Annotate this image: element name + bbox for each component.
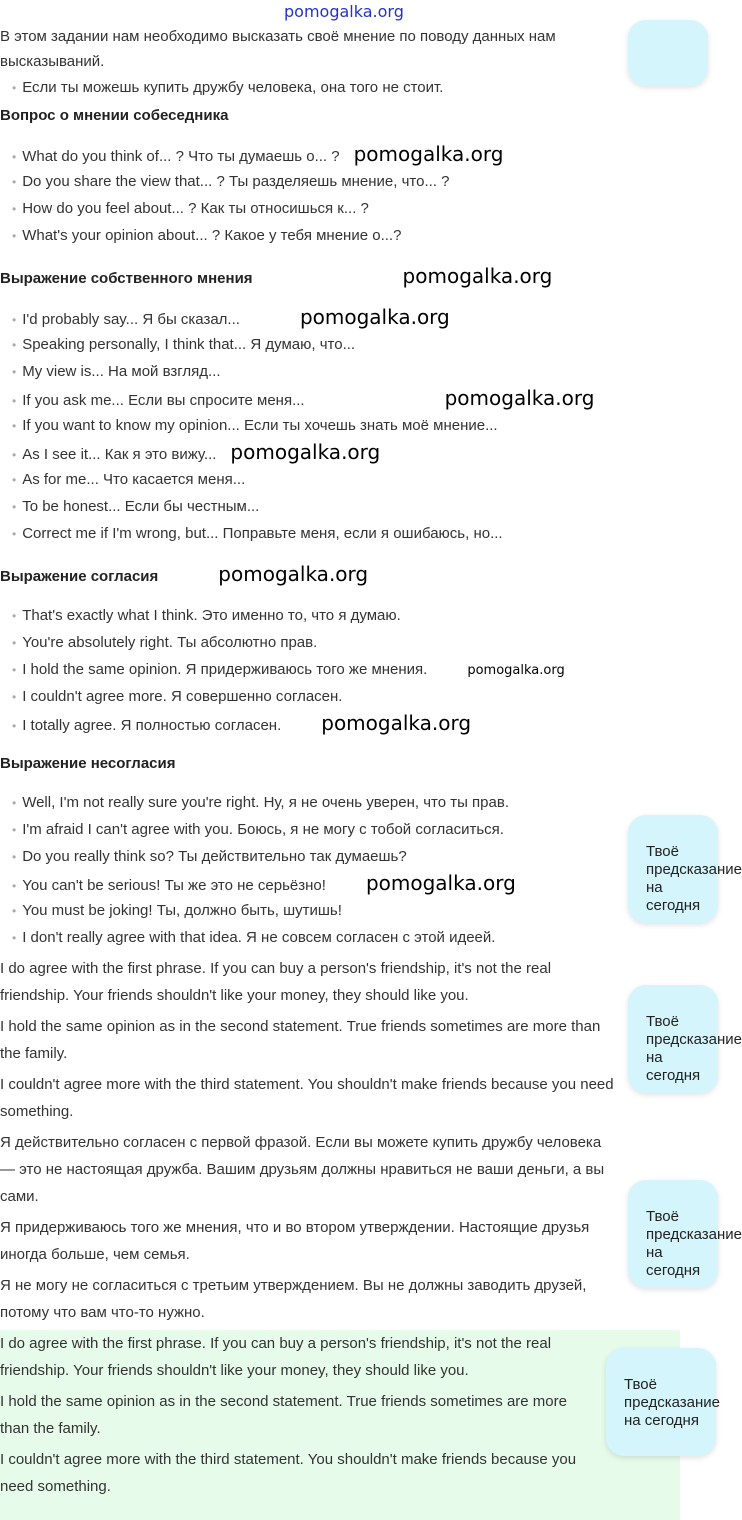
- section-heading: Выражение собственного мнения: [0, 270, 253, 287]
- watermark: pomogalka.org: [353, 142, 504, 166]
- list-item-text: You must be joking! Ты, должно быть, шутишь!: [22, 902, 342, 919]
- list-item: [0, 656, 680, 683]
- list-item-text: You can't be serious! Ты же это не серьёзно!: [22, 877, 326, 894]
- list-item: [0, 816, 680, 843]
- list-item-text: Correct me if I'm wrong, but... Поправьте меня, если я ошибаюсь, но...: [22, 525, 503, 542]
- watermark: pomogalka.org: [299, 305, 450, 329]
- bullet-icon: •: [12, 527, 17, 541]
- list-item: [0, 222, 680, 249]
- list-item: [0, 683, 680, 710]
- bullet-icon: •: [12, 500, 17, 514]
- list-item-text: As I see it... Как я это вижу...: [22, 446, 217, 463]
- list-item: [0, 439, 680, 466]
- list-item: [0, 168, 680, 195]
- bubble-text: Твоё предсказание на сегодня: [646, 843, 742, 914]
- section-heading: Выражение несогласия: [0, 755, 176, 772]
- list-item-text: As for me... Что касается меня...: [22, 471, 246, 488]
- list-item-text: Speaking personally, I think that... Я думаю, что...: [22, 336, 356, 353]
- list-item-text: My view is... На мой взгляд...: [22, 363, 221, 380]
- list-item: [0, 385, 680, 412]
- list-item: [0, 789, 680, 816]
- list-item-text: I don't really agree with that idea. Я не совсем согласен с этой идеей.: [22, 929, 496, 946]
- list-item-text: I couldn't agree more. Я совершенно согласен.: [22, 688, 343, 705]
- bubble-text: Твоё предсказание на сегодня: [646, 1013, 742, 1084]
- list-item: [0, 304, 680, 331]
- watermark: pomogalka.org: [321, 711, 472, 735]
- list-item: [0, 195, 680, 222]
- list-item-text: Well, I'm not really sure you're right. Ну, я не очень уверен, что ты прав.: [22, 794, 509, 811]
- bullet-icon: •: [12, 81, 17, 95]
- bullet-icon: •: [12, 202, 17, 216]
- bubble-text: Твоё предсказание на сегодня: [624, 1376, 721, 1429]
- bullet-icon: •: [12, 931, 17, 945]
- list-item: [0, 710, 680, 737]
- list-item: [0, 493, 680, 520]
- list-item-text: I hold the same opinion. Я придерживаюсь того же мнения.: [22, 661, 428, 678]
- bullet-icon: •: [12, 879, 17, 893]
- bullet-icon: •: [12, 313, 17, 327]
- bullet-icon: •: [12, 690, 17, 704]
- list-item-text: To be honest... Если бы честным...: [22, 498, 260, 515]
- bullet-icon: •: [12, 365, 17, 379]
- list-item: [0, 843, 680, 870]
- list-item-text: Do you really think so? Ты действительно так думаешь?: [22, 848, 407, 865]
- watermark: pomogalka.org: [444, 386, 595, 410]
- answer-en-1: I do agree with the first phrase. If you can buy a person's friendship, it's not the real friendship. Your friends shouldn't like your money, they should like you.: [0, 960, 552, 1004]
- watermark: pomogalka.org: [218, 562, 369, 586]
- list-item: [0, 897, 680, 924]
- answer-en-3: I couldn't agree more with the third statement. You shouldn't make friends because you need something.: [0, 1076, 614, 1120]
- answer-ru-1: Я действительно согласен с первой фразой. Если вы можете купить дружбу человека — это не настоящая дружба. Вашим друзьям должны нравиться не ваши деньги, а вы сами.: [0, 1134, 605, 1205]
- list-item-text: I'm afraid I can't agree with you. Боюсь, я не могу с тобой согласиться.: [22, 821, 504, 838]
- list-item: [0, 141, 680, 168]
- list-item-text: You're absolutely right. Ты абсолютно прав.: [22, 634, 318, 651]
- list-item: [0, 629, 680, 656]
- list-item: [0, 602, 680, 629]
- list-item-text: What do you think of... ? Что ты думаешь о... ?: [22, 148, 340, 165]
- highlighted-answer-block: [0, 1330, 680, 1520]
- prediction-bubble[interactable]: [628, 985, 742, 1093]
- bullet-icon: •: [12, 796, 17, 810]
- list-item: [0, 412, 680, 439]
- bullet-icon: •: [12, 850, 17, 864]
- bullet-icon: •: [12, 448, 17, 462]
- list-item-text: I'd probably say... Я бы сказал...: [22, 311, 240, 328]
- answer-en-1-repeat: I do agree with the first phrase. If you can buy a person's friendship, it's not the real friendship. Your friends shouldn't like your money, they should like you.: [0, 1335, 552, 1379]
- bubble-text: Твоё предсказание на сегодня: [646, 1208, 742, 1279]
- list-item: [0, 358, 680, 385]
- list-item: [0, 466, 680, 493]
- answer-en-3-repeat: I couldn't agree more with the third statement. You shouldn't make friends because you need something.: [0, 1451, 577, 1495]
- list-item-text: Do you share the view that... ? Ты разделяешь мнение, что... ?: [22, 173, 450, 190]
- bullet-icon: •: [12, 904, 17, 918]
- bullet-icon: •: [12, 338, 17, 352]
- list-item-text: If you ask me... Если вы спросите меня...: [22, 392, 305, 409]
- watermark: pomogalka.org: [230, 440, 381, 464]
- intro-text: В этом задании нам необходимо высказать своё мнение по поводу данных нам высказываний.: [0, 28, 556, 70]
- bullet-icon: •: [12, 823, 17, 837]
- answer-ru-3: Я не могу не согласиться с третьим утверждением. Вы не должны заводить друзей, потому что вам что-то нужно.: [0, 1277, 587, 1321]
- watermark: pomogalka.org: [402, 264, 553, 288]
- list-item: [0, 924, 680, 951]
- list-item-text: I totally agree. Я полностью согласен.: [22, 717, 282, 734]
- site-watermark-logo: pomogalka.org: [284, 2, 404, 21]
- prediction-bubble[interactable]: [628, 815, 742, 923]
- bullet-icon: •: [12, 229, 17, 243]
- bullet-icon: •: [12, 473, 17, 487]
- answer-en-2-repeat: I hold the same opinion as in the second statement. True friends sometimes are more than the family.: [0, 1393, 567, 1437]
- section-heading-row: [0, 265, 680, 290]
- bullet-icon: •: [12, 150, 17, 164]
- statement-item: [0, 74, 680, 101]
- answer-en-2: I hold the same opinion as in the second statement. True friends sometimes are more than the family.: [0, 1018, 601, 1062]
- list-item-text: If you want to know my opinion... Если ты хочешь знать моё мнение...: [22, 417, 498, 434]
- list-item: [0, 331, 680, 358]
- bullet-icon: •: [12, 394, 17, 408]
- list-item-text: What's your opinion about... ? Какое у тебя мнение о...?: [22, 227, 402, 244]
- bullet-icon: •: [12, 719, 17, 733]
- list-item-text: That's exactly what I think. Это именно то, что я думаю.: [22, 607, 401, 624]
- prediction-bubble[interactable]: [606, 1348, 721, 1456]
- bullet-icon: •: [12, 636, 17, 650]
- list-item-text: How do you feel about... ? Как ты относишься к... ?: [22, 200, 369, 217]
- bullet-icon: •: [12, 175, 17, 189]
- bullet-icon: •: [12, 609, 17, 623]
- prediction-bubble[interactable]: [628, 20, 708, 86]
- bullet-icon: •: [12, 663, 17, 677]
- section-heading: Выражение согласия: [0, 568, 159, 585]
- prediction-bubble[interactable]: [628, 1180, 742, 1288]
- statement-text: Если ты можешь купить дружбу человека, она того не стоит.: [22, 79, 444, 96]
- list-item: [0, 520, 680, 547]
- list-item: [0, 870, 680, 897]
- answer-ru-2: Я придерживаюсь того же мнения, что и во втором утверждении. Настоящие друзья иногда больше, чем семья.: [0, 1219, 590, 1263]
- watermark: pomogalka.org: [467, 663, 565, 678]
- section-heading: Вопрос о мнении собеседника: [0, 107, 229, 124]
- watermark: pomogalka.org: [365, 871, 516, 895]
- bullet-icon: •: [12, 419, 17, 433]
- section-heading-row: [0, 563, 680, 588]
